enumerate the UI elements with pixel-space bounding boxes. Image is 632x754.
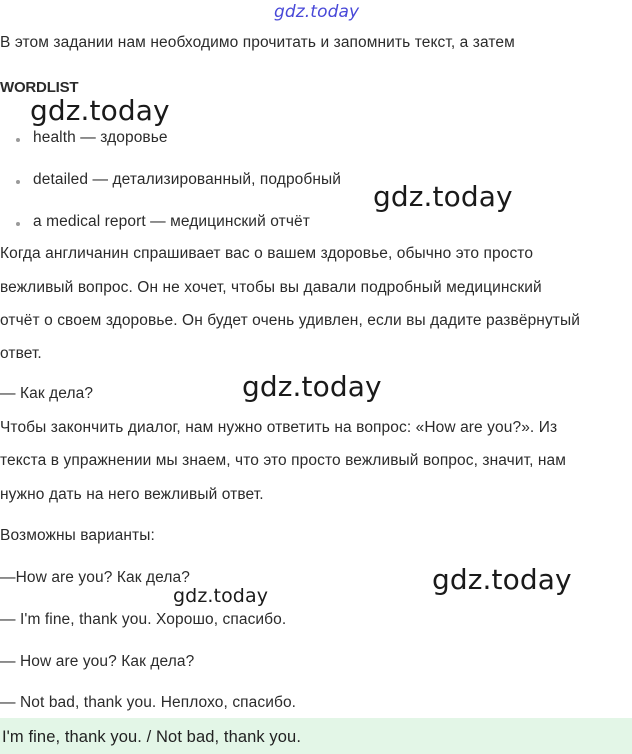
- bullet-icon: [16, 222, 20, 226]
- wordlist-item: detailed — детализированный, подробный: [33, 171, 342, 188]
- watermark: gdz.today: [242, 370, 382, 403]
- watermark: gdz.today: [432, 563, 572, 596]
- wordlist-item: a medical report — медицинский отчёт: [33, 213, 310, 230]
- text-line: вежливый вопрос. Он не хочет, чтобы вы давали подробный медицинский: [0, 279, 542, 296]
- wordlist-heading: WORDLIST: [0, 79, 79, 96]
- bullet-icon: [16, 138, 20, 142]
- bullet-icon: [16, 180, 20, 184]
- variant-line: — I'm fine, thank you. Хорошо, спасибо.: [0, 611, 287, 628]
- text-line: Когда англичанин спрашивает вас о вашем здоровье, обычно это просто: [0, 245, 534, 262]
- answer-box: [0, 718, 632, 754]
- answer-text: I'm fine, thank you. / Not bad, thank you.: [2, 728, 302, 746]
- explanation-line: Чтобы закончить диалог, нам нужно ответить на вопрос: «How are you?». Из: [0, 419, 558, 436]
- watermark: gdz.today: [30, 94, 170, 127]
- variant-line: — Not bad, thank you. Неплохо, спасибо.: [0, 694, 297, 711]
- variant-line: — How are you? Как дела?: [0, 653, 195, 670]
- variant-line: —How are you? Как дела?: [0, 569, 190, 586]
- intro-text: В этом задании нам необходимо прочитать и запомнить текст, а затем: [0, 34, 515, 51]
- watermark: gdz.today: [274, 2, 360, 22]
- watermark: gdz.today: [373, 180, 513, 213]
- explanation-line: текста в упражнении мы знаем, что это просто вежливый вопрос, значит, нам: [0, 452, 567, 469]
- text-line: ответ.: [0, 345, 42, 362]
- explanation-line: нужно дать на него вежливый ответ.: [0, 486, 264, 503]
- variants-heading: Возможны варианты:: [0, 527, 155, 544]
- question-text: — Как дела?: [0, 385, 94, 402]
- text-line: отчёт о своем здоровье. Он будет очень удивлен, если вы дадите развёрнутый: [0, 312, 580, 329]
- watermark: gdz.today: [173, 585, 269, 607]
- wordlist-item: health — здоровье: [33, 129, 168, 146]
